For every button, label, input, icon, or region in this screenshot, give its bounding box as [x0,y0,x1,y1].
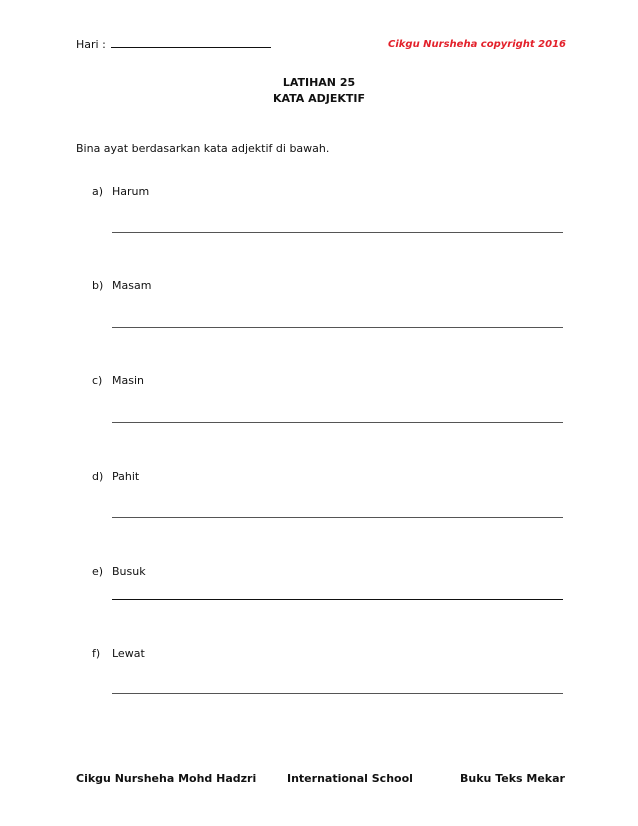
item-c-word: Masin [112,374,144,387]
answer-line-e[interactable] [112,599,563,600]
item-e-letter: e) [92,565,104,578]
copyright-notice: Cikgu Nursheha copyright 2016 [388,39,567,50]
item-d [92,470,139,483]
answer-line-c[interactable] [112,422,563,423]
item-b [92,279,151,292]
footer-book: Buku Teks Mekar [460,772,565,785]
item-d-letter: d) [92,470,104,483]
item-a-word: Harum [112,185,150,198]
item-d-word: Pahit [112,470,140,483]
answer-line-a[interactable] [112,232,563,233]
footer-author: Cikgu Nursheha Mohd Hadzri [76,772,257,785]
item-f-word: Lewat [112,647,145,660]
item-e [92,565,146,578]
item-c-letter: c) [92,374,103,387]
item-a-letter: a) [92,185,104,198]
item-c [92,374,144,387]
date-field [76,38,271,51]
date-blank-line[interactable] [111,38,271,48]
item-b-letter: b) [92,279,104,292]
exercise-topic: KATA ADJEKTIF [272,92,366,105]
item-e-word: Busuk [112,565,146,578]
footer-school: International School [287,772,413,785]
date-label: Hari : [76,38,106,51]
instruction-text: Bina ayat berdasarkan kata adjektif di bawah. [76,142,330,155]
answer-line-b[interactable] [112,327,563,328]
item-a [92,185,149,198]
item-b-word: Masam [112,279,152,292]
exercise-number: LATIHAN 25 [282,76,356,89]
answer-line-d[interactable] [112,517,563,518]
item-f [92,647,145,660]
item-f-letter: f) [92,647,101,660]
answer-line-f[interactable] [112,693,563,694]
